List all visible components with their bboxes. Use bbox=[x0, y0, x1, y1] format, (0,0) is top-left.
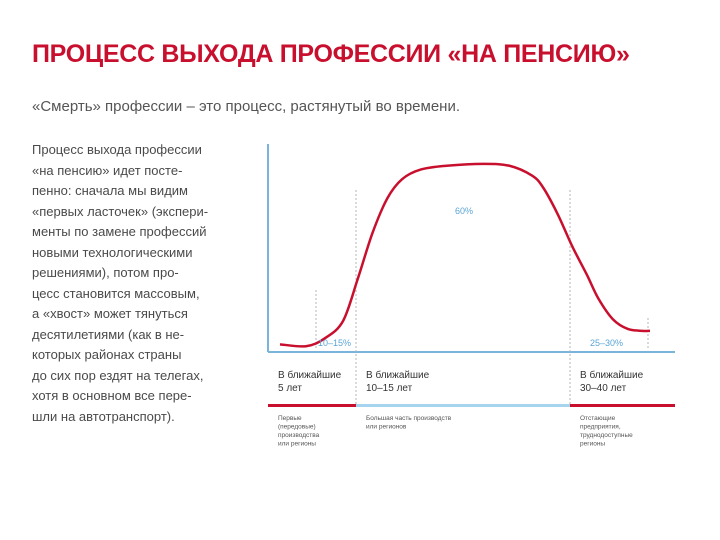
body-line: пенно: сначала мы видим bbox=[32, 183, 188, 198]
body-line: решениями), потом про- bbox=[32, 265, 179, 280]
body-line: цесс становится массовым, bbox=[32, 285, 200, 301]
period-desc-3: предприятия, bbox=[580, 423, 621, 431]
body-line: новыми технологическими bbox=[32, 244, 193, 260]
body-line: до сих пор ездят на телегах, bbox=[32, 367, 204, 383]
slide-subtitle: «Смерть» профессии – это процесс, растянутый во времени. bbox=[32, 98, 461, 115]
period-desc-1: или регионы bbox=[278, 440, 316, 448]
period-desc-3: Отстающие bbox=[580, 415, 616, 422]
period-label-2-line1: В ближайшие bbox=[366, 370, 430, 381]
period-desc-2: Большая часть производств bbox=[366, 415, 452, 422]
period-bar-3 bbox=[570, 404, 675, 407]
annotation-mass: 60% bbox=[455, 206, 474, 216]
period-desc-1: (передовые) bbox=[278, 423, 316, 431]
period-desc-1: производства bbox=[278, 432, 320, 439]
body-line: Процесс выхода профессии bbox=[32, 142, 202, 157]
period-label-2-line2: 10–15 лет bbox=[366, 383, 413, 394]
period-desc-3: труднодоступные bbox=[580, 432, 633, 439]
body-line: «на пенсию» идет посте- bbox=[32, 162, 183, 178]
annotation-early: 10–15% bbox=[318, 338, 352, 348]
period-desc-1: Первые bbox=[278, 415, 302, 422]
body-line: десятилетиями (как в не- bbox=[32, 326, 185, 342]
body-line: хотя в основном все пере- bbox=[32, 388, 192, 403]
period-desc-2: или регионов bbox=[366, 423, 407, 431]
slide-title: ПРОЦЕСС ВЫХОДА ПРОФЕССИИ «НА ПЕНСИЮ» bbox=[32, 40, 630, 68]
adoption-curve bbox=[280, 164, 650, 347]
period-bar-1 bbox=[268, 404, 356, 407]
body-line: которых районах страны bbox=[32, 347, 182, 362]
period-desc-3: регионы bbox=[580, 440, 606, 448]
body-line: а «хвост» может тянуться bbox=[32, 306, 188, 321]
period-label-1-line1: В ближайшие bbox=[278, 370, 342, 381]
body-line: менты по замене профессий bbox=[32, 224, 207, 239]
period-bar-2 bbox=[356, 404, 570, 407]
period-label-3-line1: В ближайшие bbox=[580, 370, 644, 381]
body-line: «первых ласточек» (экспери- bbox=[32, 203, 209, 219]
annotation-late: 25–30% bbox=[590, 338, 624, 348]
period-label-3-line2: 30–40 лет bbox=[580, 383, 627, 394]
body-line: шли на автотранспорт). bbox=[32, 408, 175, 424]
period-label-1-line2: 5 лет bbox=[278, 383, 302, 394]
